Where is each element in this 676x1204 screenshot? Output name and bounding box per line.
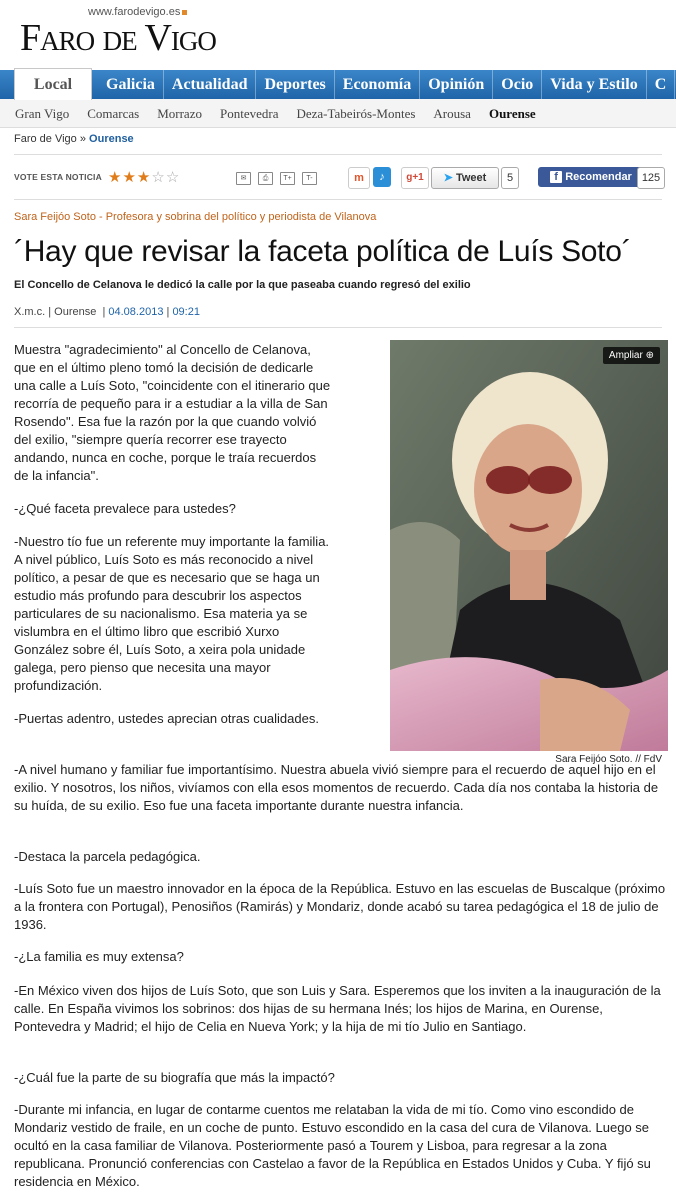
nav-tab-local[interactable]: Local bbox=[14, 68, 92, 100]
article-photo[interactable] bbox=[390, 340, 668, 751]
gplus-button[interactable]: g+1 bbox=[401, 167, 429, 189]
photo-caption: Sara Feijóo Soto. // FdV bbox=[555, 754, 662, 765]
text-smaller-icon[interactable]: T- bbox=[302, 172, 317, 185]
divider bbox=[14, 154, 662, 155]
facebook-count: 125 bbox=[637, 167, 665, 189]
nav-item-vida-y-estilo[interactable]: Vida y Estilo bbox=[542, 70, 646, 99]
enlarge-photo-button[interactable] bbox=[603, 347, 660, 364]
tweet-count: 5 bbox=[501, 167, 519, 189]
article-paragraph: -¿Qué faceta prevalece para ustedes? bbox=[14, 501, 236, 516]
nav-item-ocio[interactable]: Ocio bbox=[493, 70, 542, 99]
article-byline: X.m.c. | Ourense | 04.08.2013 | 09:21 bbox=[14, 306, 200, 318]
article-subtitle: El Concello de Celanova le dedicó la calle por la que paseaba cuando regresó del exilio bbox=[14, 279, 471, 291]
twitter-bird-icon: ➤ bbox=[443, 172, 453, 184]
nav-item-truncated[interactable]: C bbox=[647, 70, 676, 99]
site-logo[interactable]: Faro de Vigo bbox=[20, 17, 216, 59]
meneame-icon[interactable]: m bbox=[348, 167, 370, 189]
site-url-text[interactable]: www.farodevigo.es bbox=[88, 6, 181, 18]
article-photo-image bbox=[390, 340, 668, 751]
subnav-item-comarcas[interactable]: Comarcas bbox=[87, 106, 140, 121]
zoom-in-icon: ⊕ bbox=[645, 350, 654, 361]
facebook-icon: f bbox=[550, 171, 562, 183]
main-nav-items bbox=[98, 70, 675, 99]
article-paragraph: Muestra "agradecimiento" al Concello de Celanova, que en el último pleno tomó la decisión de dedicarle una calle a Luís Soto, "coincidente con el itinerario que recorría de pequeño para ir a estudiar a la villa de San Rosendo". Esa fue la razón por la que cuando volvió del exilio, "siempre quería recorrer ese trayecto andando, nunca en coche, porque le traía recuerdos de la infancia". bbox=[14, 342, 331, 483]
mail-icon[interactable]: ✉ bbox=[236, 172, 251, 185]
divider bbox=[14, 199, 662, 200]
star-empty-icon[interactable]: ☆ bbox=[151, 169, 166, 186]
breadcrumb bbox=[14, 133, 134, 145]
nav-item-opinion[interactable]: Opinión bbox=[420, 70, 493, 99]
article-paragraph: -Nuestro tío fue un referente muy importante la familia. A nivel público, Luís Soto es más reconocido a nivel político, a pesar de que es necesario que se haga un estudio más profundo para descubrir los aspectos particulares de su nacionalismo. Esa materia ya se vislumbra en el último libro que escribió Xurxo González sobre él, Luís Soto, a xeira pola unidade galega, pero pienso que necesita una mayor profundización. bbox=[14, 534, 330, 693]
subnav-item-gran-vigo[interactable]: Gran Vigo bbox=[15, 106, 70, 121]
star-icon[interactable]: ★ bbox=[136, 169, 152, 186]
subnav-item-morrazo[interactable]: Morrazo bbox=[157, 106, 202, 121]
audio-icon[interactable]: ♪ bbox=[373, 167, 391, 187]
vote-label: VOTE ESTA NOTICIA bbox=[14, 172, 102, 182]
breadcrumb-separator: » bbox=[79, 133, 86, 145]
article-paragraph: -Luís Soto fue un maestro innovador en la época de la República. Estuvo en las escuelas de Buscalque (próximo a la frontera con Portugal), Penosiños (Ramirás) y Mondariz, donde acabó su tarea pedagógica el 18 de julio de 1936. bbox=[14, 881, 666, 932]
text-larger-icon[interactable]: T+ bbox=[280, 172, 295, 185]
subnav-item-pontevedra[interactable]: Pontevedra bbox=[219, 106, 279, 121]
breadcrumb-home[interactable]: Faro de Vigo bbox=[14, 133, 77, 145]
subnav-item-arousa[interactable]: Arousa bbox=[433, 106, 471, 121]
article-paragraph: -En México viven dos hijos de Luís Soto, que son Luis y Sara. Esperemos que los inviten a la inauguración de la calle. En España vivimos los sobrinos: dos hijas de su hermana Inés; los hijos de Marina, en Ourense, Pontevedra y Madrid; el hijo de Celia en Nueva York; y la hija de mi tío Julio en Santiago. bbox=[14, 983, 661, 1034]
tweet-button[interactable] bbox=[431, 167, 499, 189]
article-paragraph: -Puertas adentro, ustedes aprecian otras cualidades. bbox=[14, 711, 319, 726]
article-paragraph: -Durante mi infancia, en lugar de contarme cuentos me relataban la vida de mi tío. Como vino escondido de Mondariz vestido de fraile, en un coche de punto. Estuvo escondido en la casa del cura de Vilanova. Luego se ocultó en la casa familiar de Vilanova. Posteriormente pasó a Tourem y Lisboa, para regresar a la zona republicana. Pronunció conferencias con Castelao a favor de la República en Estados Unidos y Cuba. Y fijó su residencia en México. bbox=[14, 1102, 651, 1189]
article-paragraph: -¿Cuál fue la parte de su biografía que más la impactó? bbox=[14, 1070, 335, 1085]
subnav-item-deza[interactable]: Deza-Tabeirós-Montes bbox=[296, 106, 416, 121]
url-dot-icon bbox=[182, 10, 187, 15]
facebook-recommend-button[interactable] bbox=[538, 167, 644, 187]
star-icon[interactable]: ★ bbox=[122, 169, 137, 186]
byline-time: 09:21 bbox=[172, 306, 200, 318]
article-title: ´Hay que revisar la faceta política de Luís Soto´ bbox=[14, 235, 632, 268]
breadcrumb-section[interactable]: Ourense bbox=[89, 133, 134, 145]
print-icon[interactable]: ⎙ bbox=[258, 172, 273, 185]
article-toolbar bbox=[14, 164, 664, 194]
article-author-line: Sara Feijóo Soto - Profesora y sobrina del político y periodista de Vilanova bbox=[14, 211, 377, 223]
nav-item-galicia[interactable]: Galicia bbox=[98, 70, 164, 99]
facebook-recommend-label: Recomendar bbox=[565, 171, 632, 183]
divider bbox=[14, 327, 662, 328]
article-paragraph: -Destaca la parcela pedagógica. bbox=[14, 849, 201, 864]
nav-item-deportes[interactable]: Deportes bbox=[256, 70, 334, 99]
star-empty-icon[interactable]: ☆ bbox=[165, 169, 181, 186]
byline-section: Ourense bbox=[54, 306, 97, 318]
article-paragraph: -A nivel humano y familiar fue importantísimo. Nuestra abuela vivió siempre para el recuerdo de aquel hijo en el exilio. Y nosotros, los niños, vivíamos con ella esos momentos de recuerdo. Cada día nos contaba la historia de su huída, de su exilio. Eso fue una faceta importante durante nuestra infancia. bbox=[14, 762, 659, 813]
enlarge-label: Ampliar bbox=[608, 350, 643, 361]
subnav-item-ourense[interactable]: Ourense bbox=[488, 106, 536, 121]
star-icon[interactable]: ★ bbox=[108, 169, 123, 186]
site-header bbox=[0, 0, 676, 72]
tweet-label: Tweet bbox=[455, 172, 487, 184]
byline-date: 04.08.2013 bbox=[108, 306, 164, 318]
article-paragraph: -¿La familia es muy extensa? bbox=[14, 949, 184, 964]
nav-item-actualidad[interactable]: Actualidad bbox=[164, 70, 257, 99]
sub-nav bbox=[0, 99, 676, 128]
nav-item-economia[interactable]: Economía bbox=[335, 70, 420, 99]
rating-stars[interactable] bbox=[108, 168, 180, 186]
byline-author: X.m.c. bbox=[14, 306, 46, 318]
